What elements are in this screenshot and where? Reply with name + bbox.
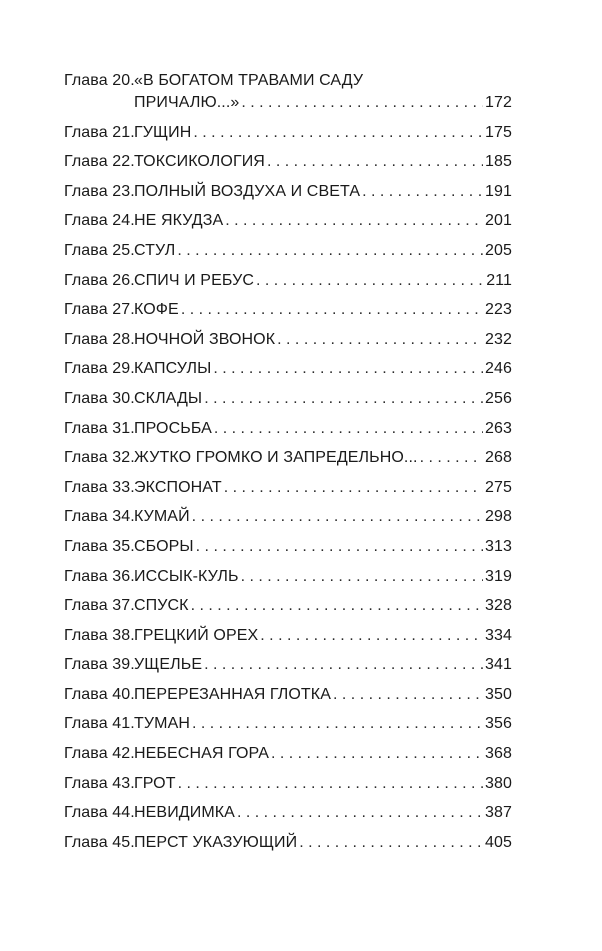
toc-entry-chapter-28	[64, 329, 512, 351]
chapter-title: ПРОСЬБА	[134, 419, 212, 437]
chapter-number: Глава 23.	[64, 182, 135, 200]
chapter-title-line	[134, 151, 512, 173]
toc-entry-chapter-26	[64, 270, 512, 292]
chapter-title-block	[134, 654, 512, 676]
toc-entry-chapter-40	[64, 684, 512, 706]
toc-entry-chapter-39	[64, 654, 512, 676]
toc-entry-chapter-34	[64, 506, 512, 528]
dot-leader	[333, 684, 483, 706]
chapter-title-block	[134, 329, 512, 351]
chapter-title-block	[134, 447, 512, 469]
dot-leader	[191, 595, 483, 617]
chapter-title-line	[134, 654, 512, 676]
table-of-contents	[64, 70, 512, 861]
chapter-title-line	[134, 773, 512, 795]
page-number: 405	[485, 833, 512, 851]
chapter-number: Глава 35.	[64, 537, 135, 555]
chapter-number: Глава 29.	[64, 360, 135, 378]
page-number: 205	[485, 241, 512, 259]
toc-entry-chapter-23	[64, 181, 512, 203]
page-number: 341	[485, 656, 512, 674]
chapter-title-block	[134, 802, 512, 824]
page-number: 387	[485, 804, 512, 822]
chapter-title-line	[134, 713, 512, 735]
page-number: 185	[485, 153, 512, 171]
page-number: 275	[485, 478, 512, 496]
toc-entry-chapter-35	[64, 536, 512, 558]
toc-entry-chapter-29	[64, 358, 512, 380]
page-number: 356	[485, 715, 512, 733]
chapter-title-block	[134, 122, 512, 144]
dot-leader	[362, 181, 483, 203]
page-number: 313	[485, 537, 512, 555]
dot-leader	[192, 713, 483, 735]
chapter-title: ИССЫК-КУЛЬ	[134, 567, 239, 585]
chapter-title: НЕВИДИМКА	[134, 804, 235, 822]
chapter-number: Глава 25.	[64, 241, 135, 259]
chapter-title-line	[134, 210, 512, 232]
toc-entry-chapter-44	[64, 802, 512, 824]
toc-entry-chapter-37	[64, 595, 512, 617]
dot-leader	[271, 743, 483, 765]
chapter-number: Глава 45.	[64, 833, 135, 851]
chapter-title: ЭКСПОНАТ	[134, 478, 222, 496]
page-number: 328	[485, 597, 512, 615]
chapter-title-block	[134, 506, 512, 528]
chapter-title: НОЧНОЙ ЗВОНОК	[134, 330, 276, 348]
chapter-title-block	[134, 181, 512, 203]
chapter-title-line	[134, 447, 512, 469]
toc-entry-chapter-31	[64, 418, 512, 440]
chapter-title: СПИЧ И РЕБУС	[134, 271, 255, 289]
toc-entry-chapter-32	[64, 447, 512, 469]
chapter-title: ТОКСИКОЛОГИЯ	[134, 153, 265, 171]
page-number: 211	[486, 271, 512, 289]
dot-leader	[196, 536, 483, 558]
page-number: 201	[485, 212, 512, 230]
chapter-title: ГРОТ	[134, 774, 176, 792]
chapter-title-line	[134, 506, 512, 528]
chapter-title-block	[134, 713, 512, 735]
toc-entry-chapter-43	[64, 773, 512, 795]
chapter-title: СБОРЫ	[134, 537, 194, 555]
chapter-title: ПЕРЕРЕЗАННАЯ ГЛОТКА	[134, 685, 332, 703]
chapter-title-block	[134, 625, 512, 647]
chapter-number: Глава 30.	[64, 389, 135, 407]
toc-entry-chapter-27	[64, 299, 512, 321]
dot-leader	[192, 506, 483, 528]
page-number: 319	[485, 567, 512, 585]
dot-leader	[178, 773, 483, 795]
chapter-title-block	[134, 536, 512, 558]
chapter-title: ПОЛНЫЙ ВОЗДУХА И СВЕТА	[134, 182, 361, 200]
chapter-title-line	[134, 270, 512, 292]
chapter-number: Глава 26.	[64, 271, 135, 289]
chapter-title: КАПСУЛЫ	[134, 360, 212, 378]
dot-leader	[241, 92, 483, 114]
chapter-title-block	[134, 240, 512, 262]
page-number: 350	[485, 685, 512, 703]
toc-entry-chapter-21	[64, 122, 512, 144]
dot-leader	[213, 358, 483, 380]
chapter-title-line	[134, 240, 512, 262]
chapter-title-line	[134, 566, 512, 588]
dot-leader	[277, 329, 483, 351]
chapter-number: Глава 24.	[64, 212, 135, 230]
chapter-title-line	[134, 358, 512, 380]
chapter-number: Глава 41.	[64, 715, 135, 733]
chapter-title: ЖУТКО ГРОМКО И ЗАПРЕДЕЛЬНО...	[134, 449, 418, 467]
toc-entry-chapter-41	[64, 713, 512, 735]
chapter-title: «В БОГАТОМ ТРАВАМИ САДУ	[134, 72, 364, 89]
chapter-title: КОФЕ	[134, 301, 179, 319]
chapter-number: Глава 32.	[64, 449, 135, 467]
dot-leader	[204, 388, 483, 410]
chapter-title-line	[134, 595, 512, 617]
chapter-title-block	[134, 210, 512, 232]
chapter-title-block	[134, 477, 512, 499]
chapter-number: Глава 31.	[64, 419, 135, 437]
chapter-title-line	[134, 477, 512, 499]
page-number: 256	[485, 389, 512, 407]
chapter-title: НЕ ЯКУДЗА	[134, 212, 224, 230]
page-number: 172	[485, 94, 512, 111]
dot-leader	[267, 151, 483, 173]
chapter-number: Глава 40.	[64, 685, 135, 703]
chapter-title-block	[134, 70, 512, 114]
chapter-title-block	[134, 358, 512, 380]
chapter-title-line	[134, 181, 512, 203]
dot-leader	[237, 802, 483, 824]
chapter-number: Глава 36.	[64, 567, 135, 585]
chapter-number: Глава 37.	[64, 597, 135, 615]
chapter-title-block	[134, 743, 512, 765]
page-number: 246	[485, 360, 512, 378]
chapter-number: Глава 21.	[64, 123, 135, 141]
chapter-number: Глава 39.	[64, 656, 135, 674]
chapter-title: СПУСК	[134, 597, 189, 615]
page-number: 334	[485, 626, 512, 644]
chapter-title-line	[134, 832, 512, 854]
chapter-number: Глава 33.	[64, 478, 135, 496]
chapter-title-line	[134, 92, 512, 114]
dot-leader	[256, 270, 484, 292]
dot-leader	[260, 625, 483, 647]
toc-entry-chapter-24	[64, 210, 512, 232]
chapter-title: НЕБЕСНАЯ ГОРА	[134, 745, 269, 763]
chapter-title-block	[134, 388, 512, 410]
chapter-title-block	[134, 595, 512, 617]
chapter-title-line	[134, 743, 512, 765]
toc-entry-chapter-36	[64, 566, 512, 588]
chapter-title: СКЛАДЫ	[134, 389, 203, 407]
toc-entry-chapter-25	[64, 240, 512, 262]
dot-leader	[420, 447, 483, 469]
chapter-title-block	[134, 299, 512, 321]
page-number: 368	[485, 745, 512, 763]
chapter-title-block	[134, 270, 512, 292]
chapter-title: ТУМАН	[134, 715, 190, 733]
toc-entry-chapter-38	[64, 625, 512, 647]
chapter-number: Глава 44.	[64, 804, 135, 822]
dot-leader	[299, 832, 483, 854]
dot-leader	[181, 299, 483, 321]
chapter-title-continued: ПРИЧАЛЮ...»	[134, 94, 240, 111]
toc-entry-chapter-22	[64, 151, 512, 173]
chapter-number: Глава 42.	[64, 745, 135, 763]
chapter-title-block	[134, 832, 512, 854]
dot-leader	[224, 477, 483, 499]
chapter-title: ПЕРСТ УКАЗУЮЩИЙ	[134, 833, 298, 851]
chapter-title: ГУЩИН	[134, 123, 192, 141]
page-number: 232	[485, 330, 512, 348]
toc-entry-chapter-42	[64, 743, 512, 765]
chapter-title: УЩЕЛЬЕ	[134, 656, 203, 674]
chapter-title-line	[134, 388, 512, 410]
chapter-title-line	[134, 802, 512, 824]
chapter-number: Глава 27.	[64, 301, 135, 319]
dot-leader	[177, 240, 483, 262]
toc-entry-chapter-45	[64, 832, 512, 854]
chapter-title-block	[134, 773, 512, 795]
chapter-title-line	[134, 299, 512, 321]
chapter-number: Глава 34.	[64, 508, 135, 526]
chapter-number: Глава 38.	[64, 626, 135, 644]
chapter-title-block	[134, 566, 512, 588]
chapter-title-line	[134, 536, 512, 558]
chapter-number: Глава 20.	[64, 72, 135, 89]
dot-leader	[225, 210, 483, 232]
page-number: 268	[485, 449, 512, 467]
chapter-title-line	[134, 329, 512, 351]
chapter-title-line	[134, 70, 512, 92]
chapter-title: СТУЛ	[134, 241, 176, 259]
page-number: 298	[485, 508, 512, 526]
toc-entry-chapter-20	[64, 70, 512, 114]
dot-leader	[193, 122, 483, 144]
toc-entry-chapter-30	[64, 388, 512, 410]
page-number: 263	[485, 419, 512, 437]
dot-leader	[214, 418, 483, 440]
chapter-title-line	[134, 122, 512, 144]
chapter-number: Глава 28.	[64, 330, 135, 348]
dot-leader	[241, 566, 483, 588]
chapter-title-line	[134, 684, 512, 706]
chapter-title-block	[134, 684, 512, 706]
chapter-title: ГРЕЦКИЙ ОРЕХ	[134, 626, 259, 644]
page-number: 175	[485, 123, 512, 141]
chapter-number: Глава 43.	[64, 774, 135, 792]
chapter-title-block	[134, 418, 512, 440]
chapter-title-block	[134, 151, 512, 173]
chapter-title-line	[134, 625, 512, 647]
toc-entry-chapter-33	[64, 477, 512, 499]
page-number: 223	[485, 301, 512, 319]
dot-leader	[204, 654, 483, 676]
page-number: 380	[485, 774, 512, 792]
chapter-number: Глава 22.	[64, 153, 135, 171]
chapter-title: КУМАЙ	[134, 508, 190, 526]
page-number: 191	[485, 182, 512, 200]
chapter-title-line	[134, 418, 512, 440]
